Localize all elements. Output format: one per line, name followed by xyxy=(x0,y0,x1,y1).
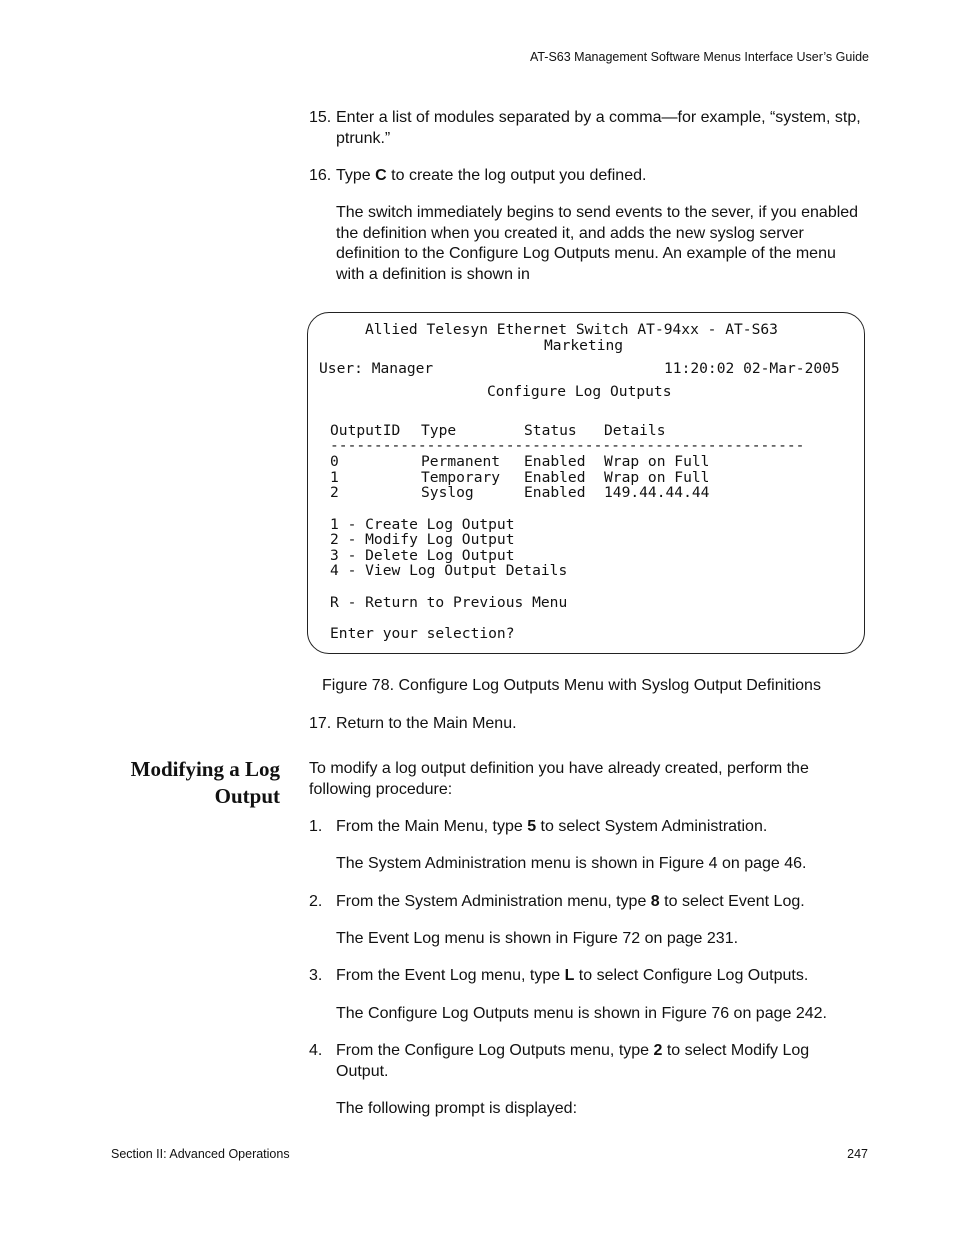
modify-step-1 xyxy=(0,817,954,839)
col-header-status: Status xyxy=(524,422,577,439)
modify-step-3 xyxy=(0,966,954,988)
menu-option-return[interactable]: R - Return to Previous Menu xyxy=(330,594,568,611)
row-2-type: Syslog xyxy=(421,484,474,501)
screen-user: User: Manager xyxy=(319,360,434,377)
section-intro: To modify a log output definition you have already created, perform the following procedure: xyxy=(309,760,809,798)
row-0-type: Permanent xyxy=(421,453,501,470)
step-text: From the Event Log menu, type L to select Configure Log Outputs. xyxy=(336,967,809,984)
footer-page-number: 247 xyxy=(847,1147,868,1161)
step-text: From the System Administration menu, type 8 to select Event Log. xyxy=(336,893,805,910)
key-label: 2 xyxy=(653,1042,663,1059)
step-text: Return to the Main Menu. xyxy=(336,715,517,732)
step-number: 3. xyxy=(309,967,323,984)
row-0-id: 0 xyxy=(330,453,339,470)
row-1-type: Temporary xyxy=(421,469,501,486)
step-17 xyxy=(0,714,954,736)
step-note: The Configure Log Outputs menu is shown in Figure 76 on page 242. xyxy=(336,1005,827,1022)
row-1-status: Enabled xyxy=(524,469,586,486)
step-note: The Event Log menu is shown in Figure 72 on page 231. xyxy=(336,930,739,947)
terminal-screen-figure xyxy=(307,312,865,654)
modify-step-2 xyxy=(0,892,954,914)
col-header-outputid: OutputID xyxy=(330,422,401,439)
step-16 xyxy=(0,166,954,188)
step-note: The System Administration menu is shown in Figure 4 on page 46. xyxy=(336,855,807,872)
table-separator: ------------------------------------------------------ xyxy=(330,437,805,454)
step-text: From the Configure Log Outputs menu, type 2 to select Modify Log Output. xyxy=(336,1042,810,1080)
row-2-details: 149.44.44.44 xyxy=(604,484,710,501)
section-heading xyxy=(80,756,280,810)
heading-line: Output xyxy=(214,784,280,808)
footer-section-label: Section II: Advanced Operations xyxy=(111,1147,290,1161)
step-15 xyxy=(0,108,954,152)
menu-option-view[interactable]: 4 - View Log Output Details xyxy=(330,562,568,579)
step-number: 1. xyxy=(309,818,323,835)
step-note: The following prompt is displayed: xyxy=(336,1100,578,1117)
menu-option-delete[interactable]: 3 - Delete Log Output xyxy=(330,547,515,564)
step-text: Enter a list of modules separated by a comma—for example, “system, stp, ptrunk.” xyxy=(336,109,861,147)
step-number: 2. xyxy=(309,893,323,910)
step-number: 16. xyxy=(309,167,332,184)
col-header-details: Details xyxy=(604,422,666,439)
page-header-title: AT-S63 Management Software Menus Interface User’s Guide xyxy=(529,50,869,64)
step-16-explanation: The switch immediately begins to send events to the sever, if you enabled the definition when you created it, and adds the new syslog server definition to the Configure Log Outputs menu. An example of the menu with a definition is shown in xyxy=(336,204,859,283)
selection-prompt: Enter your selection? xyxy=(330,625,515,642)
step-number: 17. xyxy=(309,715,332,732)
row-2-status: Enabled xyxy=(524,484,586,501)
row-1-details: Wrap on Full xyxy=(604,469,710,486)
step-number: 15. xyxy=(309,109,332,126)
key-label: L xyxy=(564,967,575,984)
screen-title-line1: Allied Telesyn Ethernet Switch AT-94xx - AT-S63 xyxy=(365,321,778,338)
menu-option-create[interactable]: 1 - Create Log Output xyxy=(330,516,515,533)
figure-caption: Figure 78. Configure Log Outputs Menu with Syslog Output Definitions xyxy=(322,677,821,694)
row-0-status: Enabled xyxy=(524,453,586,470)
row-2-id: 2 xyxy=(330,484,339,501)
row-1-id: 1 xyxy=(330,469,339,486)
step-number: 4. xyxy=(309,1042,323,1059)
col-header-type: Type xyxy=(421,422,457,439)
key-label: C xyxy=(375,167,387,184)
screen-title-line2: Marketing xyxy=(544,337,624,354)
step-text: From the Main Menu, type 5 to select System Administration. xyxy=(336,818,768,835)
key-label: 5 xyxy=(527,818,537,835)
step-text: Type C to create the log output you defined. xyxy=(336,167,647,184)
heading-line: Modifying a Log xyxy=(130,757,280,781)
screen-menu-title: Configure Log Outputs xyxy=(487,383,672,400)
modify-step-4 xyxy=(0,1041,954,1085)
screen-timestamp: 11:20:02 02-Mar-2005 xyxy=(664,360,840,377)
row-0-details: Wrap on Full xyxy=(604,453,710,470)
menu-option-modify[interactable]: 2 - Modify Log Output xyxy=(330,531,515,548)
key-label: 8 xyxy=(650,893,660,910)
